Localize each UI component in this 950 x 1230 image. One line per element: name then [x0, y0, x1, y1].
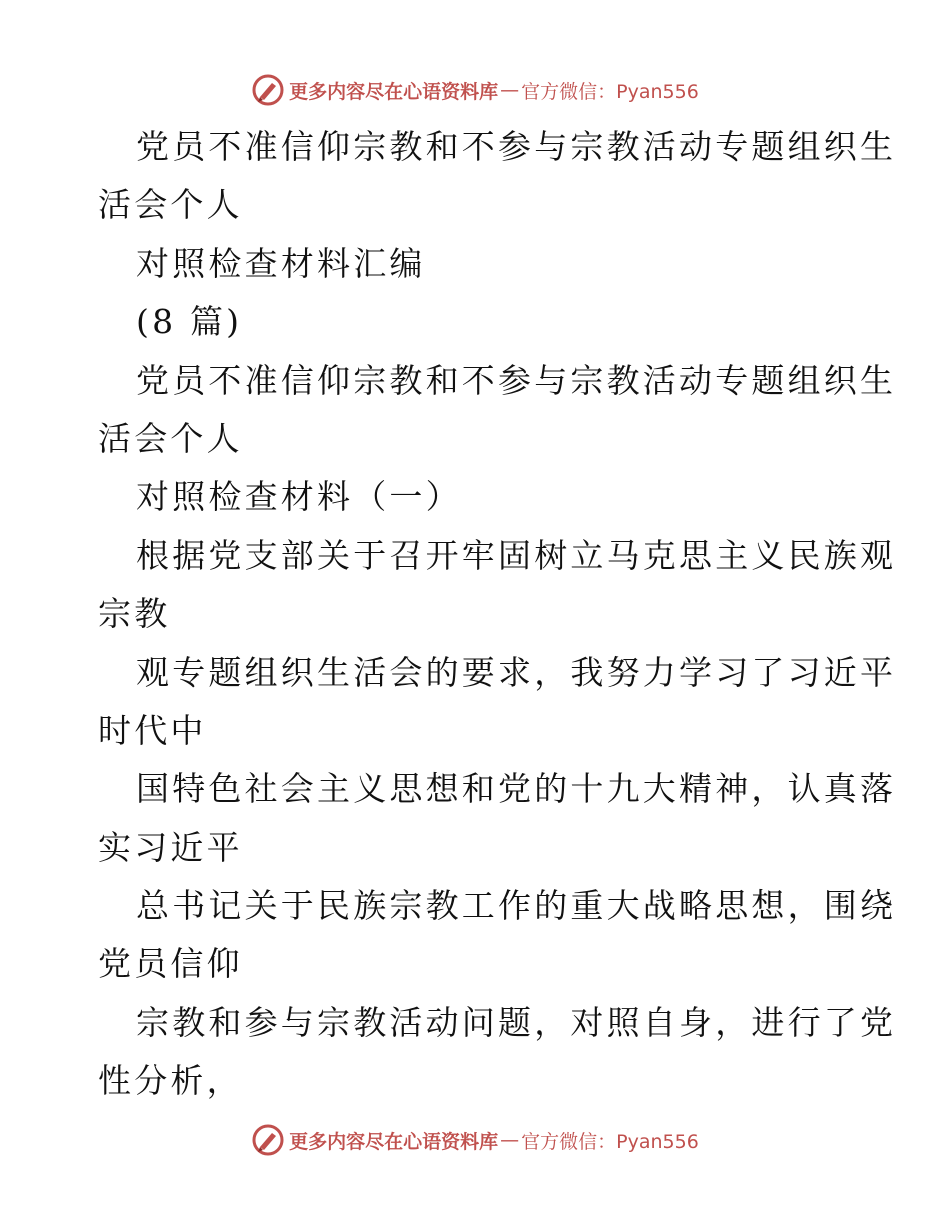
watermark-separator: —	[500, 1129, 520, 1151]
footer-watermark	[0, 1120, 950, 1160]
text-line: 对照检查材料（一）	[136, 477, 462, 517]
text-line: 根据党支部关于召开牢固树立马克思主义民族观	[136, 535, 897, 575]
text-line: 性分析，	[98, 1061, 243, 1101]
text-line: 实习近平	[98, 827, 243, 867]
watermark-text: 更多内容尽在心语资料库	[289, 80, 499, 103]
pen-logo-icon	[251, 1123, 285, 1157]
text-line: (8 篇)	[136, 302, 243, 342]
pen-logo-icon	[251, 73, 285, 107]
text-line: 党员信仰	[98, 944, 243, 984]
watermark-wechat: 官方微信：Pyan556	[521, 1130, 699, 1153]
text-line: 观专题组织生活会的要求，我努力学习了习近平	[136, 652, 897, 692]
watermark-wechat: 官方微信：Pyan556	[521, 80, 699, 103]
text-line: 宗教	[98, 594, 171, 634]
header-watermark	[0, 70, 950, 110]
text-line: 党员不准信仰宗教和不参与宗教活动专题组织生	[136, 360, 897, 400]
text-line: 时代中	[98, 710, 207, 750]
watermark-text: 更多内容尽在心语资料库	[289, 1130, 499, 1153]
text-line: 对照检查材料汇编	[136, 243, 426, 283]
document-body	[98, 118, 897, 1111]
text-line: 活会个人	[98, 185, 243, 225]
text-line: 国特色社会主义思想和党的十九大精神，认真落	[136, 769, 897, 809]
text-line: 宗教和参与宗教活动问题，对照自身，进行了党	[136, 1002, 897, 1042]
watermark-separator: —	[500, 79, 520, 101]
text-line: 总书记关于民族宗教工作的重大战略思想，围绕	[136, 886, 897, 926]
text-line: 党员不准信仰宗教和不参与宗教活动专题组织生	[136, 127, 897, 166]
text-line: 活会个人	[98, 418, 243, 458]
